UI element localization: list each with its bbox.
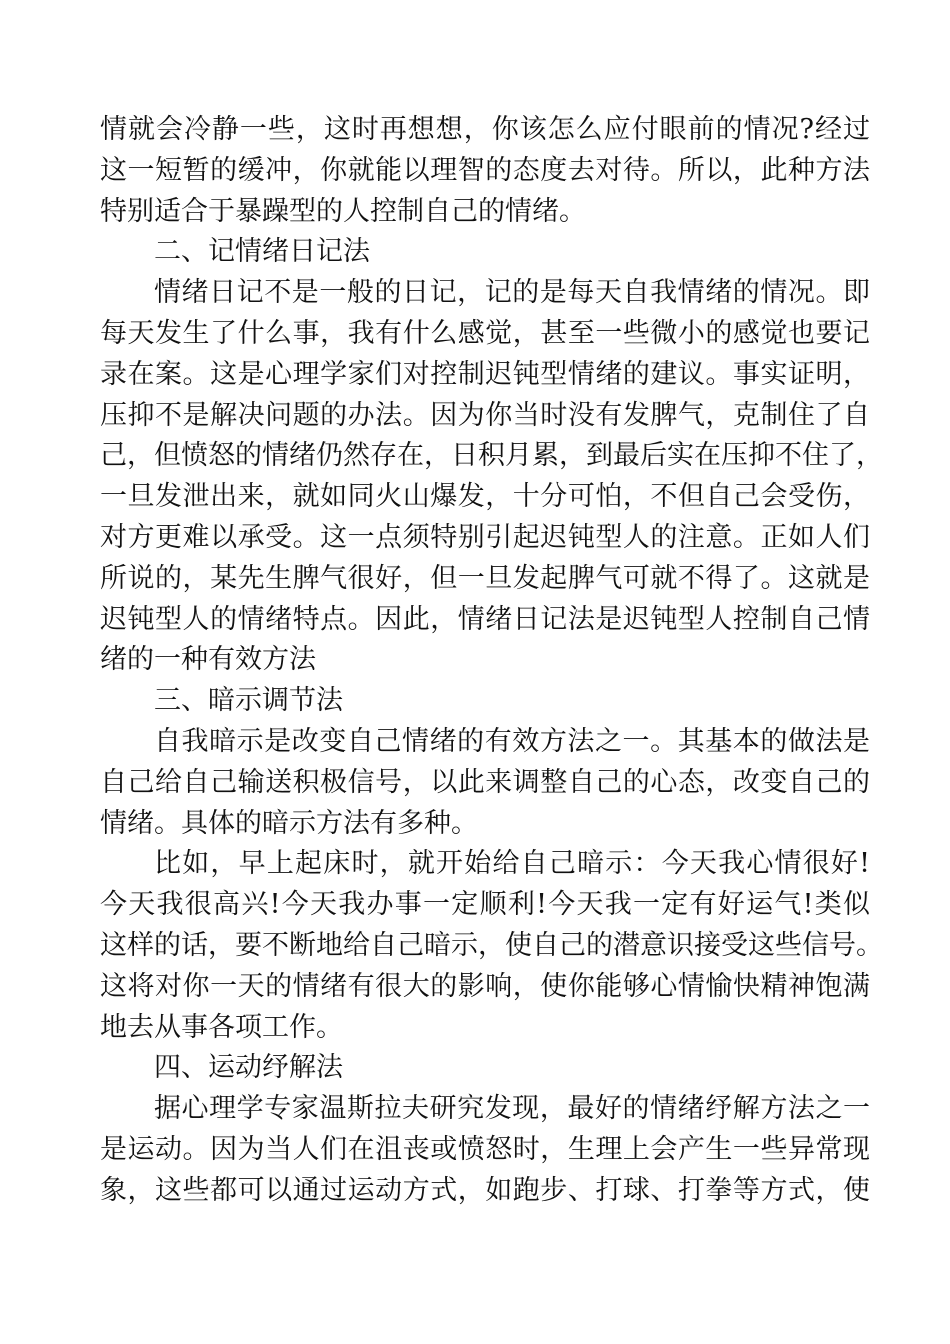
body-paragraph bbox=[100, 110, 870, 232]
text-line: 己，但愤怒的情绪仍然存在，日积月累，到最后实在压抑不住了， bbox=[100, 440, 883, 472]
text-line: 迟钝型人的情绪特点。因此，情绪日记法是迟钝型人控制自己情 bbox=[100, 603, 870, 635]
text-line: 录在案。这是心理学家们对控制迟钝型情绪的建议。事实证明， bbox=[100, 358, 870, 390]
body-paragraph bbox=[100, 722, 870, 844]
body-paragraph bbox=[100, 273, 883, 681]
text-line: 比如，早上起床时，就开始给自己暗示：今天我心情很好! bbox=[154, 848, 870, 880]
text-line: 二、记情绪日记法 bbox=[154, 236, 370, 268]
text-line: 特别适合于暴躁型的人控制自己的情绪。 bbox=[100, 195, 586, 227]
text-line: 情就会冷静一些，这时再想想，你该怎么应付眼前的情况?经过 bbox=[100, 114, 870, 145]
text-line: 绪的一种有效方法 bbox=[100, 644, 316, 676]
section-heading bbox=[100, 1048, 870, 1089]
text-line: 压抑不是解决问题的办法。因为你当时没有发脾气，克制住了自 bbox=[100, 399, 870, 431]
text-line: 自我暗示是改变自己情绪的有效方法之一。其基本的做法是 bbox=[154, 725, 870, 757]
text-line: 情绪日记不是一般的日记，记的是每天自我情绪的情况。即 bbox=[154, 277, 870, 309]
text-line: 自己给自己输送积极信号，以此来调整自己的心态，改变自己的 bbox=[100, 766, 870, 798]
text-line: 每天发生了什么事，我有什么感觉，甚至一些微小的感觉也要记 bbox=[100, 317, 870, 349]
text-line: 是运动。因为当人们在沮丧或愤怒时，生理上会产生一些异常现 bbox=[100, 1133, 870, 1165]
text-line: 四、运动纾解法 bbox=[154, 1052, 343, 1084]
document-body bbox=[100, 110, 883, 1212]
text-line: 据心理学专家温斯拉夫研究发现，最好的情绪纾解方法之一 bbox=[154, 1093, 870, 1125]
body-paragraph bbox=[100, 844, 883, 1048]
text-line: 这一短暂的缓冲，你就能以理智的态度去对待。所以，此种方法 bbox=[100, 154, 870, 186]
text-line: 情绪。具体的暗示方法有多种。 bbox=[100, 807, 478, 839]
text-line: 对方更难以承受。这一点须特别引起迟钝型人的注意。正如人们 bbox=[100, 521, 870, 553]
text-line: 三、暗示调节法 bbox=[154, 685, 343, 717]
text-line: 这将对你一天的情绪有很大的影响，使你能够心情愉快精神饱满 bbox=[100, 970, 870, 1002]
text-line: 一旦发泄出来，就如同火山爆发，十分可怕，不但自己会受伤， bbox=[100, 481, 870, 513]
text-line: 象，这些都可以通过运动方式，如跑步、打球、打拳等方式，使 bbox=[100, 1174, 870, 1206]
text-line: 所说的，某先生脾气很好，但一旦发起脾气可就不得了。这就是 bbox=[100, 562, 870, 594]
section-heading bbox=[100, 681, 870, 722]
section-heading bbox=[100, 232, 870, 273]
text-line: 这样的话，要不断地给自己暗示，使自己的潜意识接受这些信号。 bbox=[100, 929, 883, 961]
text-line: 地去从事各项工作。 bbox=[100, 1011, 343, 1043]
text-line: 今天我很高兴!今天我办事一定顺利!今天我一定有好运气!类似 bbox=[100, 889, 870, 921]
body-paragraph bbox=[100, 1089, 870, 1211]
